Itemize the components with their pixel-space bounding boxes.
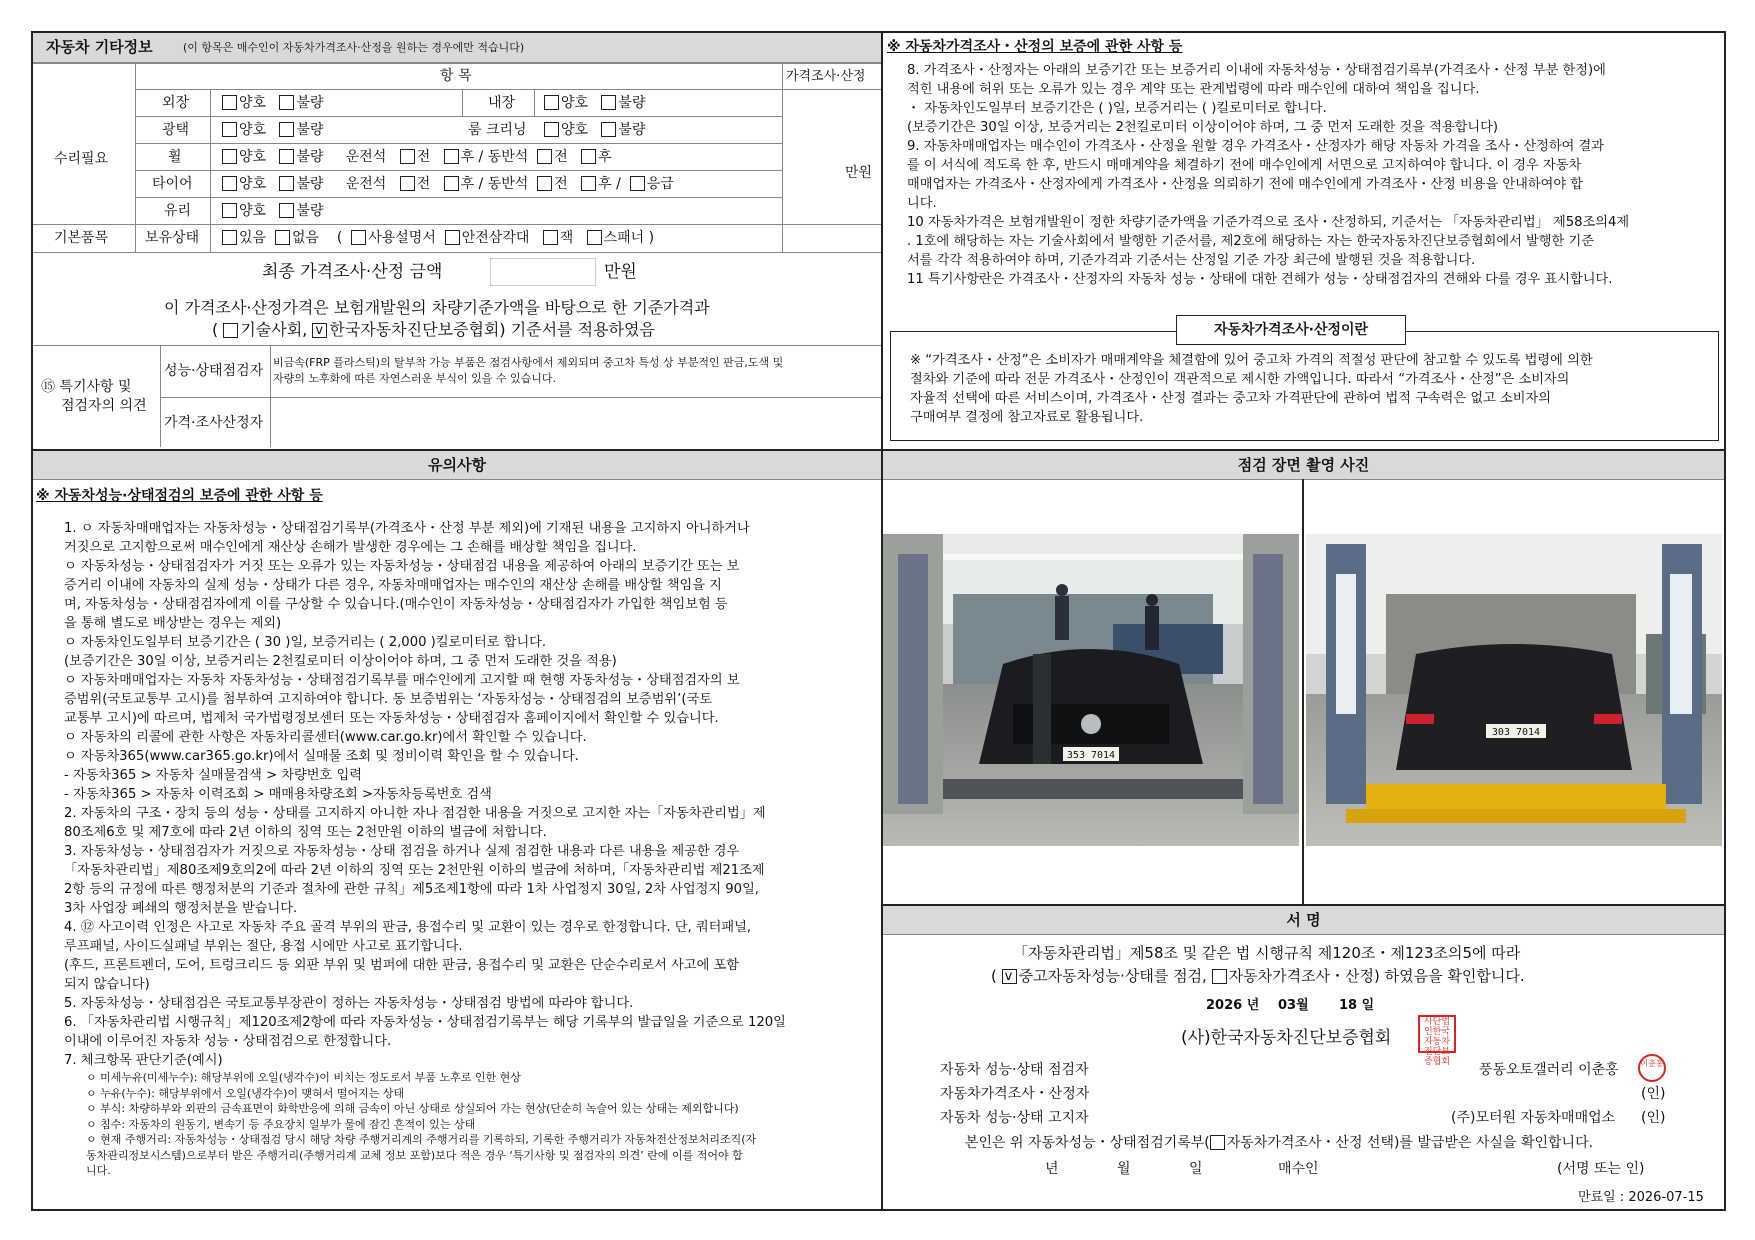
jack-checkbox[interactable] [543, 230, 558, 245]
tire-good-checkbox[interactable] [222, 176, 237, 191]
column-item-header: 항 목 [440, 68, 472, 84]
price-guarantee-heading: ※ 자동차가격조사・산정의 보증에 관한 사항 등 [887, 39, 1183, 55]
notes-text: 1. ㅇ 자동차매매업자는 자동차성능・상태점검기록부(가격조사・산정 부분 제외)에 기재된 내용을 고지하지 아니하거나 거짓으로 고지함으로써 매수인에게 재산상 손해가 발생한 경우에는 그 손해를 배상할 책임을 집니다. ㅇ 자동차성능・상태점검자가 거짓 또는 오류가 있는 자동차성능・상태점검 내용을 제공하여 아래의 보증기간 또는 보 증거리 이내에 자동차의 실제 성능・상태가 다른 경우, 자동차매매업자는 매수인의 재산상 손해를 배상할 책임을 지 며, 자동차성능・상태점검자에게 이를 구상할 수 있습니다.(매수인이 자동차성능・상태점검자가 가입한 책임보험 등 을 통해 별도로 배상받는 경우는 제외) ㅇ 자동차인도일부터 보증기간은 ( 30 )일, 보증거리는 ( 2,000 )킬로미터로 합니다. (보증기간은 30일 이상, 보증거리는 2천킬로미터 이상이어야 하며, 그 중 먼저 도래한 것을 적용) ㅇ 자동차매매업자는 자동차 자동차성능・상태점검기록부를 매수인에게 고지할 때 현행 자동차성능・상태점검자의 보 증범위(국토교통부 고시)를 첨부하여 고지하여야 합니다. 동 보증범위는 ‘자동차성능・상태점검의 보증범위’(국토 교통부 고시)에 따르며, 법제처 국가법령정보센터 또는 자동차성능・상태점검자 홈페이지에서 확인할 수 있습니다. ㅇ 자동차의 리콜에 관한 사항은 자동차리콜센터(www.car.go.kr)에서 확인할 수 있습니다. ㅇ 자동차365(www.car365.go.kr)에서 실매물 조회 및 정비이력 확인을 할 수 있습니다. - 자동차365 > 자동차 실매물검색 > 차량번호 입력 - 자동차365 > 자동차 이력조회 > 매매용차량조회 >자동차등록번호 검색 2. 자동차의 구조・장치 등의 성능・상태를 고지하지 아니한 자나 점검한 내용을 거짓으로 고지한 자는「자동차관리법」제 80조제6호 및 제7호에 따라 2년 이하의 징역 또는 2천만원 이하의 벌금에 처합니다. 3. 자동차성능・상태점검자가 거짓으로 자동차성능・상태 점검을 하거나 실제 점검한 내용과 다른 내용을 제공한 경우 「자동차관리법」제80조제9호의2에 따라 2년 이하의 징역 또는 2천만원 이하의 벌금에 처하며,「자동차관리법 제21조제 2항 등의 규정에 따른 행정처분의 기준과 절차에 관한 규칙」제5조제1항에 따라 1차 사업정지 30일, 2차 사업정지 90일, 3차 사업장 폐쇄의 행정처분을 받습니다. 4. ⑫ 사고이력 인정은 사고로 자동차 주요 골격 부위의 판금, 용접수리 및 교환이 있는 경우로 한정합니다. 단, 쿼터패널, 루프패널, 사이드실패널 부위는 절단, 용접 시에만 사고로 표기합니다. (후드, 프론트펜더, 도어, 트렁크리드 등 외판 부위 및 범퍼에 대한 판금, 용접수리 및 교환은 단순수리로서 사고에 포함 되지 않습니다) 5. 자동차성능・상태점검은 국토교통부장관이 정하는 자동차성능・상태점검 방법에 따라야 합니다. 6. 「자동차관리법 시행규칙」제120조제2항에 따라 자동차성능・상태점검기록부는 해당 기록부의 발급일을 기준으로 120일 이내에 이루어진 자동차 성능・상태점검으로 한정합니다. 7. 체크항목 판단기준(예시) [64, 521, 786, 1068]
wheel-good-checkbox[interactable] [222, 149, 237, 164]
perf-inspector-text-1: 비금속(FRP 플라스틱)의 탈부착 가능 부품은 점검사항에서 제외되며 중고차 특성 상 부분적인 판금,도색 및 [273, 356, 784, 369]
buyer-sign: (서명 또는 인) [1557, 1161, 1645, 1177]
perf-inspector-label: 성능·상태점검자 [164, 363, 264, 379]
notifier-name: (주)모터원 자동차매매업소 [1451, 1110, 1616, 1126]
holding-status-label: 보유상태 [145, 230, 200, 246]
interior-bad-checkbox[interactable] [601, 95, 616, 110]
association-name: (사)한국자동차진단보증협회 [1181, 1028, 1392, 1048]
basic-items-options: 있음 없음 ( 사용설명서 안전삼각대 잭 스패너 ) [222, 229, 654, 247]
price-inspector-label: 가격·조사산정자 [164, 415, 264, 431]
special-notes-label-2: 점검자의 의견 [61, 398, 147, 414]
price-definition-text: ※ “가격조사・산정”은 소비자가 매매계약을 체결함에 있어 중고차 가격의 적절성 판단에 참고할 수 있도록 법령에 의한 절차와 기준에 따라 전문 가격조사・산정인이 객관적으로 제시한 가액입니다. 따라서 “가격조사・산정”은 소비자의 자율적 선택에 따른 서비스이며, 가격조사・산정 결과는 중고차 가격판단에 관하여 법적 구속력은 없고 소비자의 구매여부 결정에 참고자료로 활용됩니다. [910, 353, 1593, 425]
basic-items-label: 기본품목 [54, 230, 109, 246]
perf-inspector-text-2: 자량의 노후화에 따른 자연스러운 부식이 있을 수 있습니다. [273, 372, 556, 385]
basis-line1: 이 가격조사·산정가격은 보험개발원의 차량기준가액을 바탕으로 한 기준가격과 [164, 298, 710, 317]
rear-plate-text: 303 7014 [1491, 727, 1541, 738]
row-label-room-cleaning: 룸 크리닝 [468, 122, 527, 138]
wheel-options: 양호 불량 운전석 전 후 / 동반석 전 후 [222, 148, 612, 166]
price-inspector-sign-label: 자동차가격조사・산정자 [940, 1086, 1090, 1102]
room-cleaning-options: 양호 불량 [544, 121, 645, 139]
other-info-note: (이 항목은 매수인이 자동차가격조사·산정을 원하는 경우에만 적습니다) [183, 41, 525, 54]
none-checkbox[interactable] [275, 230, 290, 245]
exterior-options: 양호 불량 [222, 94, 323, 112]
date-day: 18 일 [1339, 998, 1375, 1013]
wheel-passenger-rear-checkbox[interactable] [581, 149, 596, 164]
buyer-day: 일 [1189, 1161, 1203, 1177]
row-label-interior: 내장 [488, 95, 516, 111]
inspector-label: 자동차 성능·상태 점검자 [940, 1062, 1089, 1078]
tire-driver-rear-checkbox[interactable] [444, 176, 459, 191]
tire-passenger-rear-checkbox[interactable] [581, 176, 596, 191]
association-seal: 사단법인한국자동차진단보증협회 [1418, 1015, 1456, 1053]
date-month: 03월 [1278, 998, 1309, 1013]
photos-bar: 점검 장면 촬영 사진 [883, 449, 1724, 480]
column-price-header: 가격조사·산정 [786, 69, 866, 84]
inspector-name: 풍동오토갤러리 이춘홍 [1479, 1062, 1619, 1078]
expiry-date: 만료일 : 2026-07-15 [1578, 1190, 1704, 1205]
have-checkbox[interactable] [222, 230, 237, 245]
rear-inspection-photo [1306, 534, 1722, 846]
tech-society-checkbox[interactable] [223, 323, 238, 338]
wheel-passenger-front-checkbox[interactable] [537, 149, 552, 164]
tire-emergency-checkbox[interactable] [630, 176, 645, 191]
photo-divider [1302, 479, 1304, 904]
tire-passenger-front-checkbox[interactable] [537, 176, 552, 191]
row-label-glass: 유리 [164, 203, 192, 219]
perf-check-checkbox[interactable] [1002, 969, 1017, 984]
issuance-price-checkbox[interactable] [1210, 1135, 1225, 1150]
interior-options: 양호 불량 [544, 94, 645, 112]
basis-line2: ( 기술사회, v 한국자동차진단보증협회) 기준서를 적용하였음 [212, 320, 655, 340]
final-amount-input[interactable] [490, 258, 596, 286]
price-guarantee-text: 8. 가격조사・산정자는 아래의 보증기간 또는 보증거리 이내에 자동차성능・상태점검기록부(가격조사・산정 부분 한정)에 적힌 내용에 허위 또는 오류가 있는 경우 계약 또는 관계법령에 따라 매수인에 대하여 책임을 집니다. ・ 자동차인도일부터 보증기간은 ( )일, 보증거리는 ( )킬로미터로 합니다. (보증기간은 30일 이상, 보증거리는 2천킬로미터 이상이어야 하며, 그 중 먼저 도래한 것을 적용합니다) 9. 자동차매매업자는 매수인이 가격조사・산정을 원할 경우 가격조사・산정자가 해당 자동차 가격을 조사・산정하여 결과 를 이 서식에 적도록 한 후, 반드시 매매계약을 체결하기 전에 매수인에게 서면으로 고지하여야 합니다. 이 경우 자동차 매매업자는 가격조사・산정자에게 가격조사・산정을 의뢰하기 전에 매수인에게 가격조사・산정 비용을 안내하여야 합 니다. 10 자동차가격은 보험개발원이 정한 차량기준가액을 기준가격으로 조사・산정하되, 기준서는 「자동차관리법」 제58조의4제 . 1호에 해당하는 자는 기술사회에서 발행한 기준서를, 제2호에 해당하는 자는 한국자동차진단보증협회에서 발행한 기준 서를 각각 적용하여야 하며, 기준가격과 기준서는 산정일 기준 가장 최근에 발행된 것을 적용합니다. 11 특기사항란은 가격조사・산정자의 자동차 성능・상태에 대한 견해가 성능・상태점검자의 견해와 다를 경우 표시합니다. [907, 63, 1630, 287]
spanner-checkbox[interactable] [587, 230, 602, 245]
price-check-checkbox[interactable] [1212, 969, 1227, 984]
gloss-good-checkbox[interactable] [222, 122, 237, 137]
room-good-checkbox[interactable] [544, 122, 559, 137]
glass-bad-checkbox[interactable] [279, 203, 294, 218]
buyer-label: 매수인 [1278, 1161, 1319, 1177]
notifier-label: 자동차 성능·상태 고지자 [940, 1110, 1089, 1126]
tire-bad-checkbox[interactable] [279, 176, 294, 191]
exterior-good-checkbox[interactable] [222, 95, 237, 110]
row-label-wheel: 휠 [168, 149, 182, 165]
inspector-seal: 이춘홍 [1638, 1054, 1666, 1082]
glass-options: 양호 불량 [222, 202, 323, 220]
row-label-gloss: 광택 [162, 122, 190, 138]
gloss-options: 양호 불량 [222, 121, 323, 139]
kaida-checkbox[interactable] [312, 323, 327, 338]
exterior-bad-checkbox[interactable] [279, 95, 294, 110]
price-inspector-seal: (인) [1641, 1086, 1666, 1102]
buyer-month: 월 [1117, 1161, 1131, 1177]
notifier-seal: (인) [1641, 1110, 1666, 1126]
signature-bar: 서 명 [883, 904, 1724, 935]
notes-bar: 유의사항 [33, 449, 881, 480]
gloss-bad-checkbox[interactable] [279, 122, 294, 137]
notes-heading: ※ 자동차성능·상태점검의 보증에 관한 사항 등 [36, 488, 323, 504]
price-unit-label: 만원 [845, 165, 873, 181]
front-inspection-photo [883, 534, 1299, 846]
front-plate-text: 353 7014 [1066, 750, 1116, 761]
final-amount-unit: 만원 [604, 262, 637, 282]
issuance-confirm-line: 본인은 위 자동차성능・상태점검기록부( 자동차가격조사・산정 선택)를 발급받은 사실을 확인합니다. [965, 1135, 1594, 1151]
special-notes-label-1: ⑮ 특기사항 및 [41, 379, 132, 395]
notes-criteria-text: ㅇ 미세누유(미세누수): 해당부위에 오일(냉각수)이 비치는 정도로서 부품 노후로 인한 현상 ㅇ 누유(누수): 해당부위에서 오일(냉각수)이 맺혀서 떨어지는 상태 ㅇ 부식: 차량하부와 외판의 금속표면이 화학반응에 의해 금속이 아닌 상태로 상실되어 가는 현상(단순히 녹슬어 있는 상태는 제외합니다) ㅇ 침수: 자동차의 원동기, 변속기 등 주요장치 일부가 물에 잠긴 흔적이 있는 상태 ㅇ 현재 주행거리: 자동차성능・상태점검 당시 해당 차량 주행거리계의 주행거리를 기록하되, 기록한 주행거리가 자동차전산정보처리조직(자 동차관리정보시스템)으로부터 받은 주행거리(주행거리계 교체 정보 포함)보다 적은 경우 ‘특기사항 및 점검자의 의견’ 란에 이를 적어야 합 니다. [86, 1071, 757, 1177]
date-year: 2026 년 [1206, 998, 1260, 1013]
final-amount-label: 최종 가격조사·산정 금액 [262, 262, 443, 282]
buyer-year: 년 [1045, 1161, 1059, 1177]
glass-good-checkbox[interactable] [222, 203, 237, 218]
confirm-line: ( v 중고자동차성능·상태를 점검, 자동차가격조사・산정) 하였음을 확인합니다. [991, 967, 1525, 986]
other-info-title: 자동차 기타정보 [46, 38, 153, 56]
wheel-driver-rear-checkbox[interactable] [444, 149, 459, 164]
tire-driver-front-checkbox[interactable] [400, 176, 415, 191]
tire-options: 양호 불량 운전석 전 후 / 동반석 전 후 / 응급 [222, 175, 674, 193]
triangle-checkbox[interactable] [445, 230, 460, 245]
row-label-exterior: 외장 [162, 95, 190, 111]
repair-needed-label: 수리필요 [54, 151, 109, 167]
wheel-driver-front-checkbox[interactable] [400, 149, 415, 164]
manual-checkbox[interactable] [351, 230, 366, 245]
price-definition-title: 자동차가격조사·산정이란 [1176, 315, 1406, 345]
row-label-tire: 타이어 [152, 176, 193, 192]
law-basis-line: 「자동차관리법」제58조 및 같은 법 시행규칙 제120조・제123조의5에 따라 [1013, 944, 1521, 962]
room-bad-checkbox[interactable] [601, 122, 616, 137]
interior-good-checkbox[interactable] [544, 95, 559, 110]
wheel-bad-checkbox[interactable] [279, 149, 294, 164]
